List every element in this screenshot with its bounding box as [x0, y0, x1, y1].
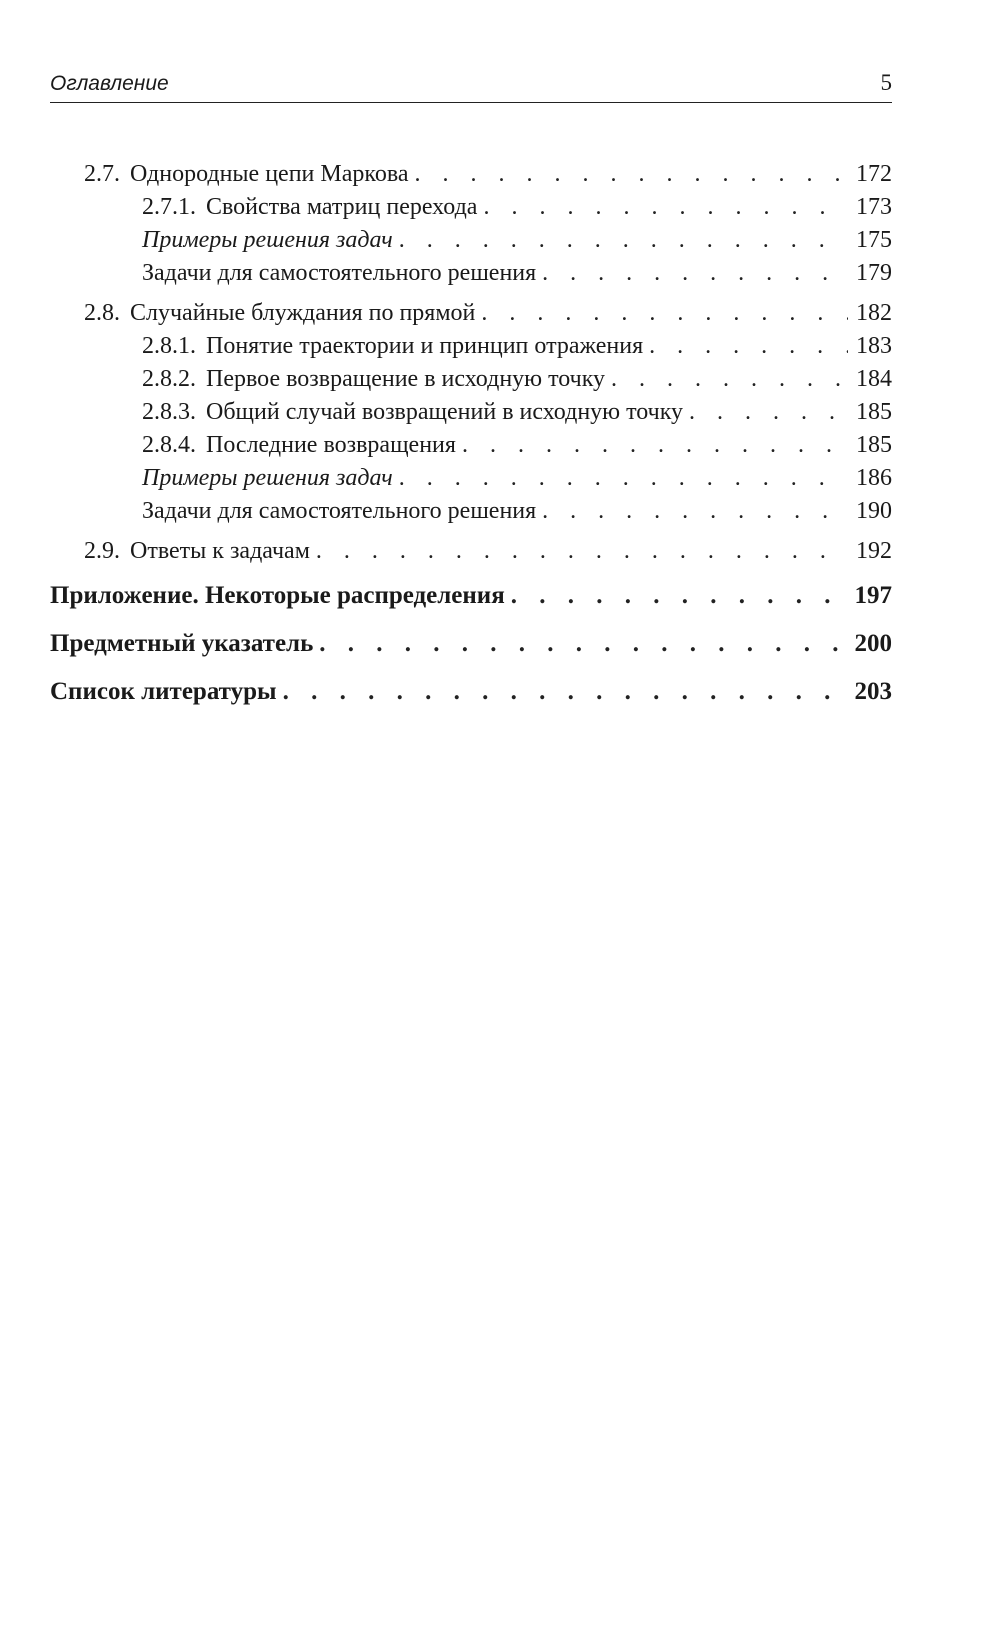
toc-entry-title: Предметный указатель: [50, 630, 314, 657]
toc-entry-page: 173: [856, 194, 892, 220]
dot-leader: [399, 462, 848, 495]
toc-entry-page: 179: [856, 260, 892, 286]
toc-entry-title: Приложение. Некоторые распределения: [50, 582, 505, 609]
toc-entry-number: 2.8.2.: [142, 366, 196, 392]
table-of-contents: [50, 158, 892, 716]
toc-entry-page: 203: [854, 678, 892, 705]
toc-entry-title: Понятие траектории и принцип отражения: [206, 333, 644, 359]
toc-entry-title: Свойства матриц перехода: [206, 194, 478, 220]
toc-entry-page: 183: [856, 333, 892, 359]
running-head: [50, 72, 892, 103]
toc-entry-2-8-1[interactable]: [50, 330, 892, 363]
toc-entry-number: 2.9.: [84, 538, 120, 564]
toc-entry-2-9[interactable]: [50, 535, 892, 568]
toc-entry-2-8-2[interactable]: [50, 363, 892, 396]
toc-entry-page: 175: [856, 227, 892, 253]
toc-entry-title: Примеры решения задач: [142, 227, 393, 253]
dot-leader: [611, 363, 848, 396]
toc-entry-page: 200: [854, 630, 892, 657]
toc-entry-page: 190: [856, 498, 892, 524]
toc-entry-2-7-examples[interactable]: [50, 224, 892, 257]
toc-entry-2-7[interactable]: [50, 158, 892, 191]
toc-entry-2-8[interactable]: [50, 297, 892, 330]
toc-entry-page: 185: [856, 399, 892, 425]
dot-leader: [399, 224, 848, 257]
toc-entry-title: Список литературы: [50, 678, 277, 705]
toc-entry-2-8-examples[interactable]: [50, 462, 892, 495]
toc-entry-title: Случайные блуждания по прямой: [130, 300, 476, 326]
dot-leader: [483, 191, 848, 224]
toc-entry-page: 182: [856, 300, 892, 326]
toc-entry-number: 2.8.: [84, 300, 120, 326]
toc-entry-number: 2.7.: [84, 161, 120, 187]
toc-entry-2-8-3[interactable]: [50, 396, 892, 429]
toc-entry-title: Первое возвращение в исходную точку: [206, 366, 606, 392]
dot-leader: [462, 429, 848, 462]
toc-entry-2-8-4[interactable]: [50, 429, 892, 462]
toc-entry-page: 197: [854, 582, 892, 609]
running-head-title: Оглавление: [50, 72, 169, 95]
toc-entry-title: Однородные цепи Маркова: [130, 161, 409, 187]
dot-leader: [689, 396, 848, 429]
toc-entry-title: Ответы к задачам: [130, 538, 310, 564]
toc-entry-number: 2.8.4.: [142, 432, 196, 458]
dot-leader: [283, 668, 848, 716]
toc-entry-index[interactable]: [50, 620, 892, 668]
toc-entry-title: Задачи для самостоятельного решения: [142, 498, 537, 524]
dot-leader: [649, 330, 848, 363]
dot-leader: [542, 495, 848, 528]
toc-entry-references[interactable]: [50, 668, 892, 716]
toc-entry-number: 2.8.3.: [142, 399, 196, 425]
dot-leader: [481, 297, 848, 330]
page-number: 5: [880, 70, 892, 95]
dot-leader: [415, 158, 849, 191]
dot-leader: [319, 620, 848, 668]
toc-entry-page: 184: [856, 366, 892, 392]
toc-entry-title: Примеры решения задач: [142, 465, 393, 491]
toc-entry-title: Общий случай возвращений в исходную точку: [206, 399, 684, 425]
toc-entry-2-7-tasks[interactable]: [50, 257, 892, 290]
toc-entry-page: 185: [856, 432, 892, 458]
toc-entry-page: 192: [856, 538, 892, 564]
dot-leader: [542, 257, 848, 290]
toc-entry-number: 2.7.1.: [142, 194, 196, 220]
toc-entry-page: 186: [856, 465, 892, 491]
toc-entry-number: 2.8.1.: [142, 333, 196, 359]
toc-entry-title: Последние возвращения: [206, 432, 456, 458]
dot-leader: [511, 572, 848, 620]
toc-entry-page: 172: [856, 161, 892, 187]
toc-entry-2-7-1[interactable]: [50, 191, 892, 224]
toc-entry-title: Задачи для самостоятельного решения: [142, 260, 537, 286]
toc-entry-2-8-tasks[interactable]: [50, 495, 892, 528]
dot-leader: [316, 535, 848, 568]
toc-entry-appendix[interactable]: [50, 572, 892, 620]
